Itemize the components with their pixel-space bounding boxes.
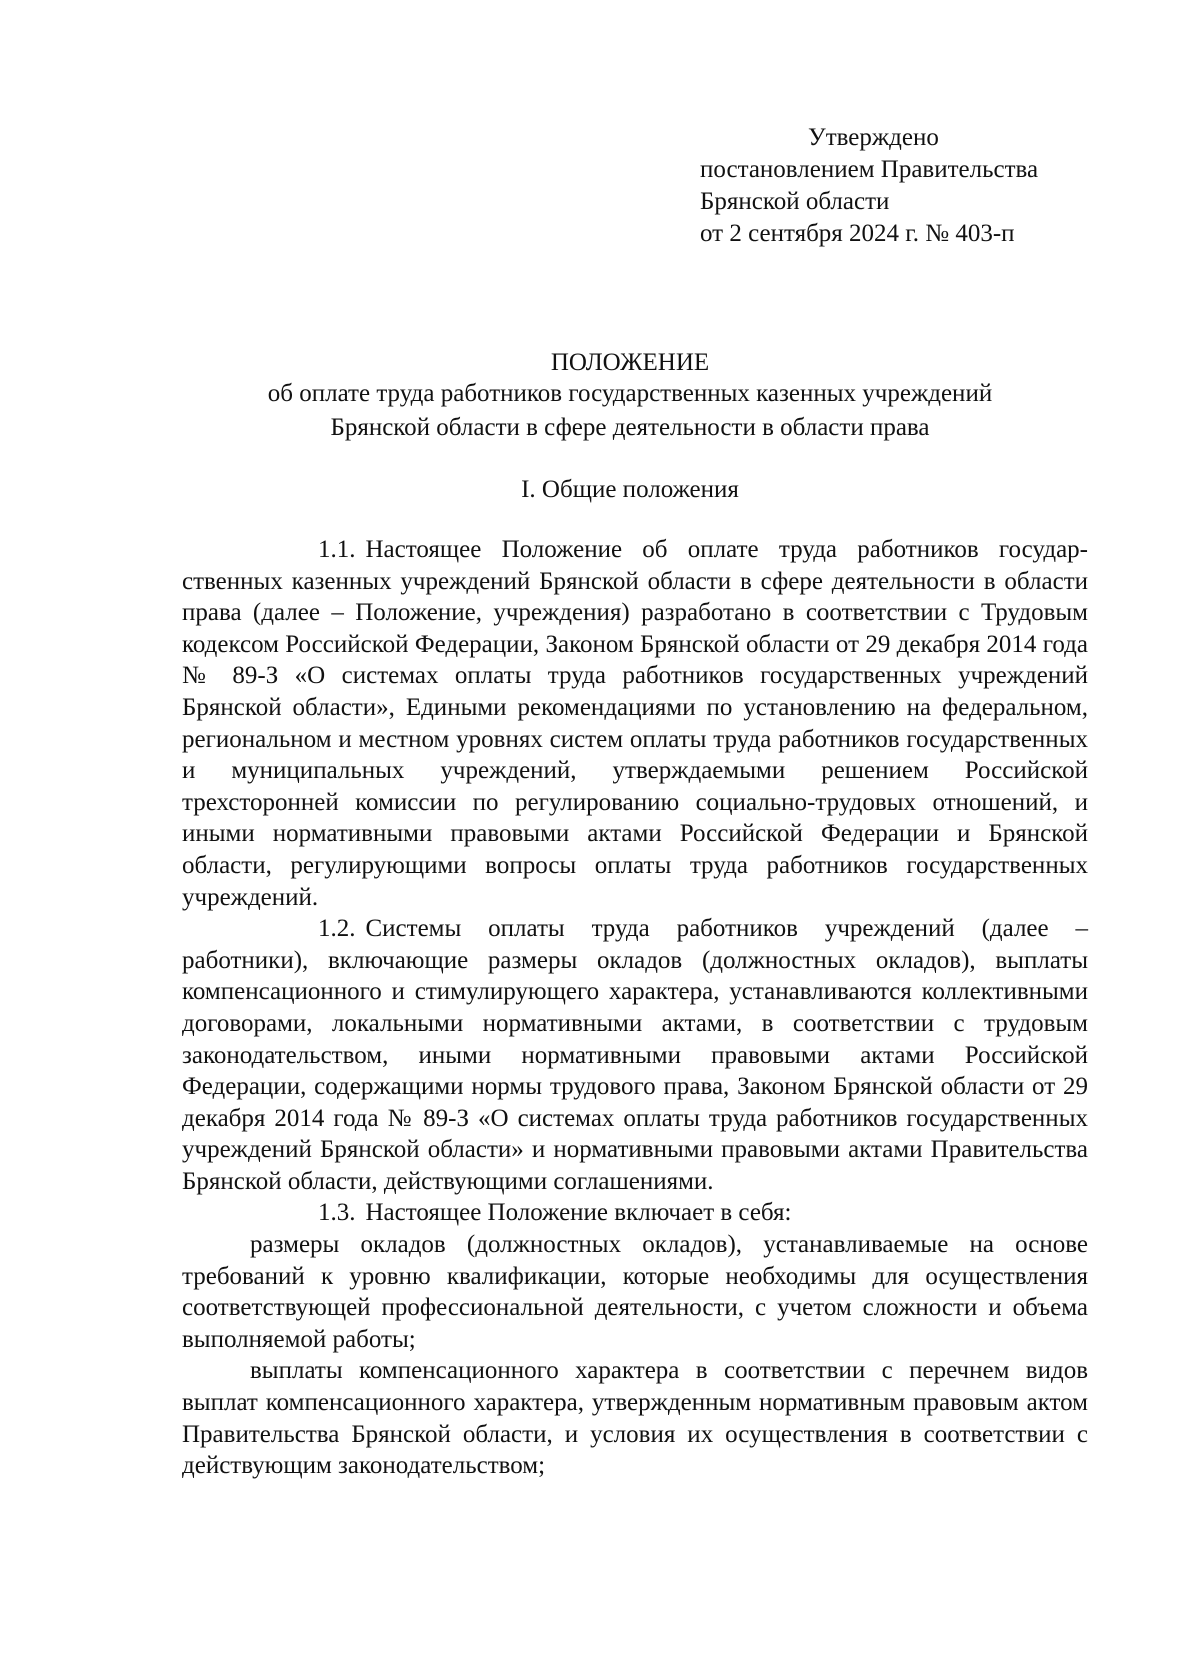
subtitle-line-2: Брянской области в сфере деятельности в области права [330, 414, 930, 441]
section-heading: I. Общие положения [521, 476, 739, 503]
paragraph-text: выплаты компенсационного характера в соответствии с перечнем видов выплат компенсационного характера, утвержденным нормативным правовым актом Правительства Брянской области, и условия их осуществления в соответствии с действующим законодательством; [182, 1357, 1088, 1480]
subtitle-line-1: об оплате труда работников государственных казенных учреждений [267, 380, 993, 407]
approval-date-number: от 2 сентября 2024 г. № 403-п [700, 220, 1015, 247]
approval-region: Брянской области [700, 188, 890, 215]
paragraph-number: 1.1. [318, 536, 356, 563]
paragraph-1-1 [182, 534, 1088, 913]
approval-label: Утверждено [808, 124, 939, 151]
document-subtitle [120, 377, 1140, 445]
approval-stamp-block [700, 122, 1140, 250]
paragraph-text: Настоящее Положение включает в себя: [365, 1199, 792, 1227]
paragraph-text: размеры окладов (должностных окладов), устанавливаемые на основе требований к уровню квалификации, которые необходимы для осуществления соответствующей профессиональной деятельности, с учетом сложности и объема выполняемой работы; [182, 1231, 1088, 1353]
document-title: ПОЛОЖЕНИЕ [550, 349, 710, 376]
paragraph-1-2 [182, 913, 1088, 1197]
paragraph-number: 1.2. [318, 915, 356, 943]
paragraph-text: Системы оплаты труда работников учреждений (далее – работники), включающие размеры окладов (должностных окладов), выплаты компенсационного и стимулирующего характера, устанавливаются коллективными договорами, локальными нормативными актами, в соответствии с трудовым законодательством, иными нормативными правовыми актами Российской Федерации, содержащими нормы трудового права, Законом Брянской области от 29 декабря 2014 года № 89-З «О системах оплаты труда работников государственных учреждений Брянской области» и нормативными правовыми актами Правительства Брянской области, действующими соглашениями. [182, 915, 1088, 1195]
paragraph-text: Настоящее Положение об оплате труда работников государственных казенных учреждений Брянской области в сфере деятельности в области права (далее – Положение, учреждения) разработано в соответствии с Трудовым кодексом Российской Федерации, Законом Брянской области от 29 декабря 2014 года № 89-З «О системах оплаты труда работников государственных учреждений Брянской области», Едиными рекомендациями по установлению на федеральном, региональном и местном уровнях систем оплаты труда работников государственных и муниципальных учреждений, утверждаемыми решением Российской трехсторонней комиссии по регулированию социально-трудовых отношений, и иными нормативными правовыми актами Российской Федерации и Брянской области, регулирующими вопросы оплаты труда работников государственных учреждений. [182, 536, 1088, 911]
paragraph-1-3 [182, 1197, 1088, 1229]
document-body [182, 534, 1088, 1482]
paragraph-1-3-item-a [182, 1229, 1088, 1355]
paragraph-1-3-item-b [182, 1355, 1088, 1481]
paragraph-number: 1.3. [318, 1199, 356, 1227]
approval-authority: постановлением Правительства [700, 156, 1039, 183]
